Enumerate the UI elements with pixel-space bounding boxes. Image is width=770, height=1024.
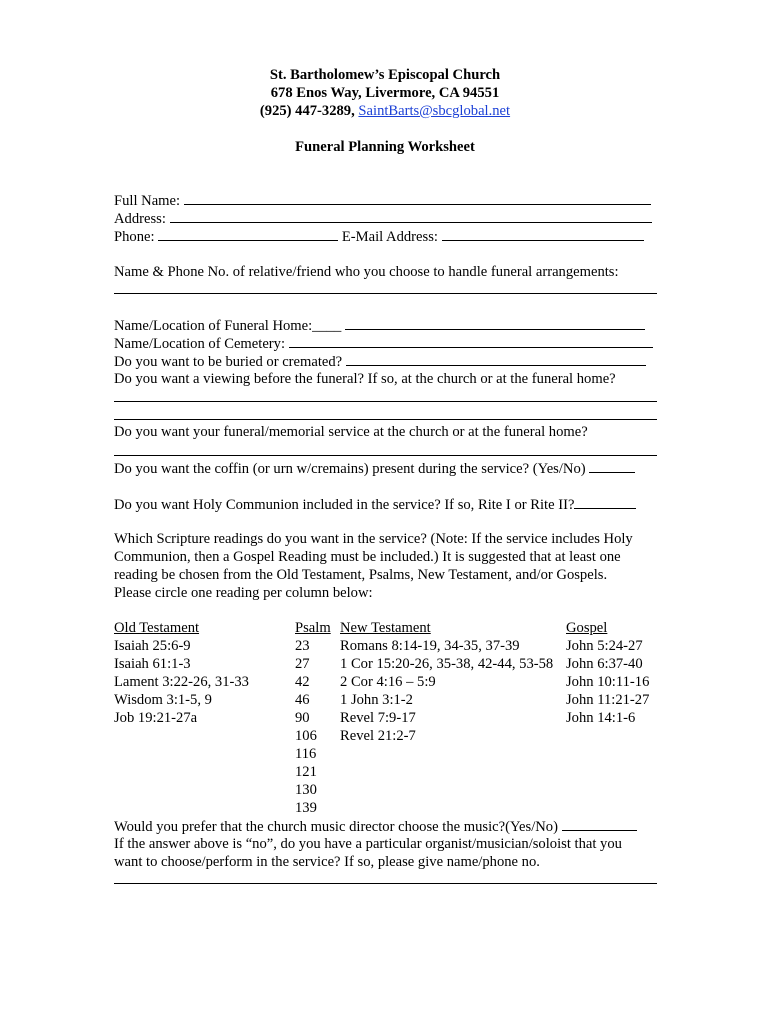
psalm-reading[interactable]: 130 xyxy=(295,782,317,798)
psalm-reading[interactable]: 46 xyxy=(295,692,310,708)
gospel-reading[interactable]: John 10:11-16 xyxy=(566,674,650,690)
viewing-field-1[interactable] xyxy=(114,401,657,402)
full-name-label: Full Name: xyxy=(114,193,181,209)
communion-row xyxy=(114,495,636,514)
cemetery-row xyxy=(114,334,653,353)
church-phone: (925) 447-3289, xyxy=(259,103,355,119)
music-row xyxy=(114,817,637,836)
phone-label: Phone: xyxy=(114,229,155,245)
scripture-intro-3: reading be chosen from the Old Testament, Psalms, New Testament, and/or Gospels. xyxy=(114,567,608,583)
music-followup-1: If the answer above is “no”, do you have a particular organist/musician/soloist that you xyxy=(114,836,622,852)
church-name: St. Bartholomew’s Episcopal Church xyxy=(269,67,501,83)
coffin-label: Do you want the coffin (or urn w/cremains) present during the service? (Yes/No) xyxy=(114,461,586,477)
scripture-intro-4: Please circle one reading per column below: xyxy=(114,585,373,601)
music-question: Would you prefer that the church music director choose the music?(Yes/No) xyxy=(114,819,558,835)
psalm-reading[interactable]: 23 xyxy=(295,638,310,654)
gospel-reading[interactable]: John 6:37-40 xyxy=(566,656,643,672)
psalm-column xyxy=(295,619,331,817)
address-field[interactable] xyxy=(170,209,652,223)
gospel-header: Gospel xyxy=(566,620,608,636)
psalm-reading[interactable]: 121 xyxy=(295,764,317,780)
gospel-reading[interactable]: John 5:24-27 xyxy=(566,638,643,654)
church-email-link[interactable]: SaintBarts@sbcglobal.net xyxy=(358,103,511,119)
church-contact xyxy=(0,102,770,120)
music-field[interactable] xyxy=(562,817,637,831)
old-testament-reading[interactable]: Lament 3:22-26, 31-33 xyxy=(114,674,249,690)
new-testament-header: New Testament xyxy=(340,620,431,636)
cemetery-label: Name/Location of Cemetery: xyxy=(114,336,286,352)
email-field[interactable] xyxy=(442,227,644,241)
funeral-home-label: Name/Location of Funeral Home:____ xyxy=(114,318,342,334)
service-location-field[interactable] xyxy=(114,455,657,456)
old-testament-header: Old Testament xyxy=(114,620,200,636)
viewing-question: Do you want a viewing before the funeral? If so, at the church or at the funeral home? xyxy=(114,371,616,387)
full-name-field[interactable] xyxy=(184,191,651,205)
scripture-intro-2: Communion, then a Gospel Reading must be included.) It is suggested that at least one xyxy=(114,549,621,565)
funeral-home-field[interactable] xyxy=(345,316,645,330)
new-testament-reading[interactable]: 1 Cor 15:20-26, 35-38, 42-44, 53-58 xyxy=(340,656,554,672)
address-row xyxy=(114,209,652,228)
psalm-reading[interactable]: 116 xyxy=(295,746,317,762)
new-testament-reading[interactable]: Romans 8:14-19, 34-35, 37-39 xyxy=(340,638,520,654)
psalm-header: Psalm xyxy=(295,620,331,636)
church-address: 678 Enos Way, Livermore, CA 94551 xyxy=(270,85,500,101)
gospel-reading[interactable]: John 11:21-27 xyxy=(566,692,650,708)
old-testament-column xyxy=(114,619,249,727)
viewing-field-2[interactable] xyxy=(114,419,657,420)
buried-row xyxy=(114,352,646,371)
psalm-reading[interactable]: 27 xyxy=(295,656,310,672)
phone-row xyxy=(114,227,644,246)
new-testament-reading[interactable]: 2 Cor 4:16 – 5:9 xyxy=(340,674,436,690)
relative-field[interactable] xyxy=(114,293,657,294)
new-testament-reading[interactable]: Revel 21:2-7 xyxy=(340,728,416,744)
full-name-row xyxy=(114,191,651,210)
coffin-row xyxy=(114,459,635,478)
psalm-reading[interactable]: 90 xyxy=(295,710,310,726)
musician-field[interactable] xyxy=(114,883,657,884)
psalm-reading[interactable]: 106 xyxy=(295,728,317,744)
old-testament-reading[interactable]: Wisdom 3:1-5, 9 xyxy=(114,692,212,708)
music-followup-2: want to choose/perform in the service? If so, please give name/phone no. xyxy=(114,854,540,870)
old-testament-reading[interactable]: Job 19:21-27a xyxy=(114,710,198,726)
new-testament-reading[interactable]: Revel 7:9-17 xyxy=(340,710,416,726)
buried-label: Do you want to be buried or cremated? xyxy=(114,354,343,370)
buried-field[interactable] xyxy=(346,352,646,366)
communion-label: Do you want Holy Communion included in the service? If so, Rite I or Rite II? xyxy=(114,497,575,513)
service-location-question: Do you want your funeral/memorial service at the church or at the funeral home? xyxy=(114,424,588,440)
cemetery-field[interactable] xyxy=(289,334,653,348)
funeral-home-row xyxy=(114,316,645,335)
page-title: Funeral Planning Worksheet xyxy=(295,139,475,155)
new-testament-reading[interactable]: 1 John 3:1-2 xyxy=(340,692,413,708)
old-testament-reading[interactable]: Isaiah 25:6-9 xyxy=(114,638,191,654)
old-testament-reading[interactable]: Isaiah 61:1-3 xyxy=(114,656,191,672)
scripture-intro-1: Which Scripture readings do you want in the service? (Note: If the service includes Holy xyxy=(114,531,633,547)
address-label: Address: xyxy=(114,211,166,227)
relative-prompt: Name & Phone No. of relative/friend who you choose to handle funeral arrangements: xyxy=(114,264,619,280)
phone-field[interactable] xyxy=(158,227,338,241)
psalm-reading[interactable]: 42 xyxy=(295,674,310,690)
gospel-column xyxy=(566,619,649,727)
communion-field[interactable] xyxy=(574,495,636,509)
gospel-reading[interactable]: John 14:1-6 xyxy=(566,710,636,726)
coffin-field[interactable] xyxy=(589,459,635,473)
email-label: E-Mail Address: xyxy=(341,229,438,245)
psalm-reading[interactable]: 139 xyxy=(295,800,317,816)
new-testament-column xyxy=(340,619,553,745)
